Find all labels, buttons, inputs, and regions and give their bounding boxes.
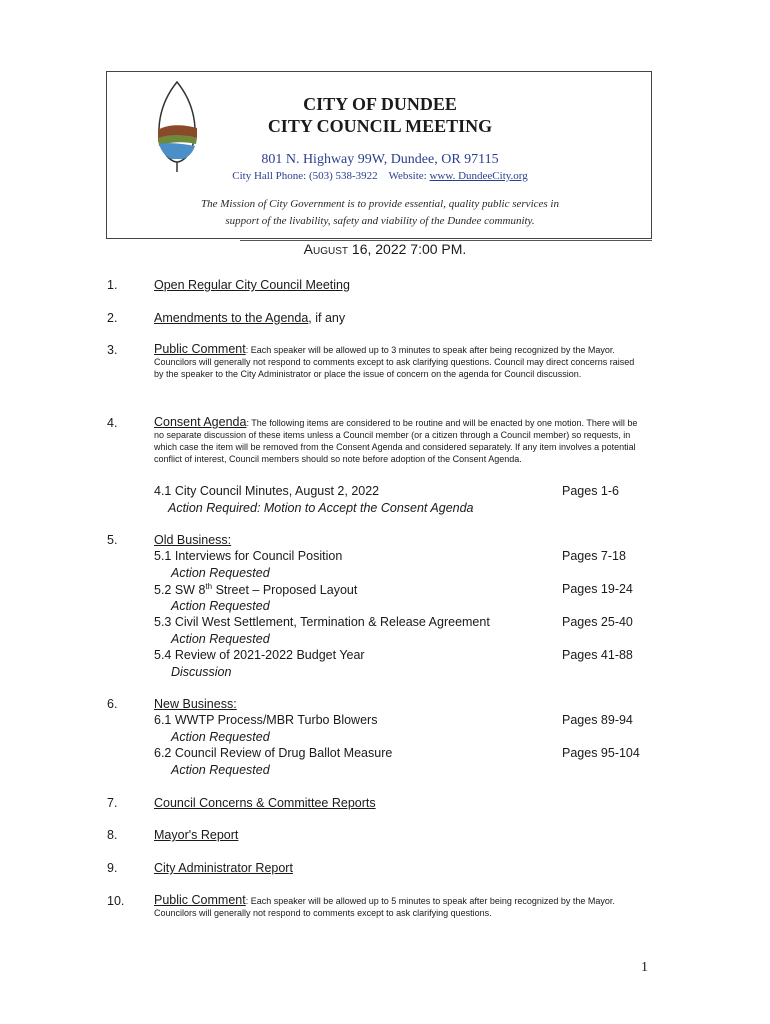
meeting-title: CITY COUNCIL MEETING [267, 116, 493, 136]
website-label: Website: [388, 170, 427, 182]
s52-sup: th [205, 582, 213, 591]
new-business-6-2-action: Action Requested [171, 763, 270, 777]
old-business-5-3-action: Action Requested [171, 632, 270, 646]
agenda-item-consent [154, 416, 639, 465]
item-number: 1. [107, 278, 118, 292]
new-business-title: New Business: [154, 697, 237, 711]
consent-text: : The following items are considered to be routine and will be enacted by one motion. There will be no separate discussion of these items unless a Council member (or a citizen through a Council member) so requests, in which case the item will be removed from the Consent Agenda and considered separately. If any item involves a potential conflict of interest, Council members should so note before adoption of the Consent Agenda. [154, 418, 638, 464]
s52-a: 5.2 SW 8 [154, 583, 206, 598]
new-business-6-1-action: Action Requested [171, 730, 270, 744]
old-business-5-2 [154, 582, 357, 597]
agenda-item-amendments [154, 311, 345, 325]
public-comment-2-title: Public Comment [154, 893, 246, 907]
consent-sub-4-1: 4.1 City Council Minutes, August 2, 2022 [154, 484, 380, 498]
new-business-6-2-pages: Pages 95-104 [562, 746, 640, 760]
old-business-5-2-pages: Pages 19-24 [562, 582, 633, 596]
item-number: 7. [107, 796, 118, 810]
date-rest: 16, 2022 7:00 PM. [348, 241, 467, 257]
amendments-title: Amendments to the Agenda [154, 311, 309, 325]
public-comment-2-text: : Each speaker will be allowed up to 5 minutes to speak after being recognized by the Mayor. Councilors will generally not respond to comments except to ask clarifying questions. [154, 896, 615, 918]
item-number: 4. [107, 416, 118, 430]
agenda-item-public-comment [154, 343, 639, 380]
agenda-item-open: Open Regular City Council Meeting [154, 278, 350, 292]
item-number: 8. [107, 828, 118, 842]
old-business-5-2-action: Action Requested [171, 599, 270, 613]
amendments-suffix: , if any [308, 311, 346, 325]
item-number: 9. [107, 861, 118, 875]
public-comment-text: : Each speaker will be allowed up to 3 minutes to speak after being recognized by the Mayor. Councilors will generally not respond to comments except to ask clarifying questions. Council may direct concerns raised by the speaker to the City Administrator or place the issue of concern on the agenda for Council discussion. [154, 345, 635, 379]
consent-action: Action Required: Motion to Accept the Consent Agenda [168, 501, 474, 515]
old-business-5-4-pages: Pages 41-88 [562, 648, 633, 662]
item-number: 10. [107, 894, 125, 908]
phone: City Hall Phone: (503) 538-3922 [232, 170, 378, 182]
agenda-item-admin-report: City Administrator Report [154, 861, 293, 875]
item-number: 5. [107, 533, 118, 547]
new-business-6-1-pages: Pages 89-94 [562, 713, 633, 727]
consent-title: Consent Agenda [154, 415, 247, 429]
agenda-item-public-comment-2 [154, 894, 639, 919]
item-number: 3. [107, 343, 118, 357]
header-box [106, 71, 652, 239]
s52-b: Street – Proposed Layout [212, 583, 358, 598]
mission-line-2: support of the livability, safety and viability of the Dundee community. [225, 215, 535, 227]
page-number: 1 [641, 960, 648, 975]
meeting-date [0, 241, 770, 257]
old-business-5-1-pages: Pages 7-18 [562, 549, 626, 563]
consent-pages: Pages 1-6 [562, 484, 619, 498]
agenda-item-council-concerns: Council Concerns & Committee Reports [154, 796, 376, 810]
agenda-item-mayors-report: Mayor's Report [154, 828, 239, 842]
public-comment-title: Public Comment [154, 342, 246, 356]
mission-statement [177, 196, 583, 230]
old-business-5-4: 5.4 Review of 2021-2022 Budget Year [154, 648, 365, 662]
new-business-6-2: 6.2 Council Review of Drug Ballot Measure [154, 746, 393, 760]
item-number: 6. [107, 697, 118, 711]
old-business-5-3: 5.3 Civil West Settlement, Termination & Release Agreement [154, 615, 490, 629]
old-business-title: Old Business: [154, 533, 232, 547]
old-business-5-3-pages: Pages 25-40 [562, 615, 633, 629]
old-business-5-1-action: Action Requested [171, 566, 270, 580]
website-link[interactable]: www. DundeeCity.org [429, 170, 528, 182]
address: 801 N. Highway 99W, Dundee, OR 97115 [261, 152, 499, 167]
old-business-5-1: 5.1 Interviews for Council Position [154, 549, 343, 563]
city-title: CITY OF DUNDEE [303, 94, 457, 114]
item-number: 2. [107, 311, 118, 325]
contact-line [107, 170, 653, 182]
old-business-5-4-action: Discussion [171, 665, 232, 679]
new-business-6-1: 6.1 WWTP Process/MBR Turbo Blowers [154, 713, 378, 727]
date-month: August [303, 241, 349, 257]
mission-line-1: The Mission of City Government is to provide essential, quality public services in [201, 198, 559, 210]
